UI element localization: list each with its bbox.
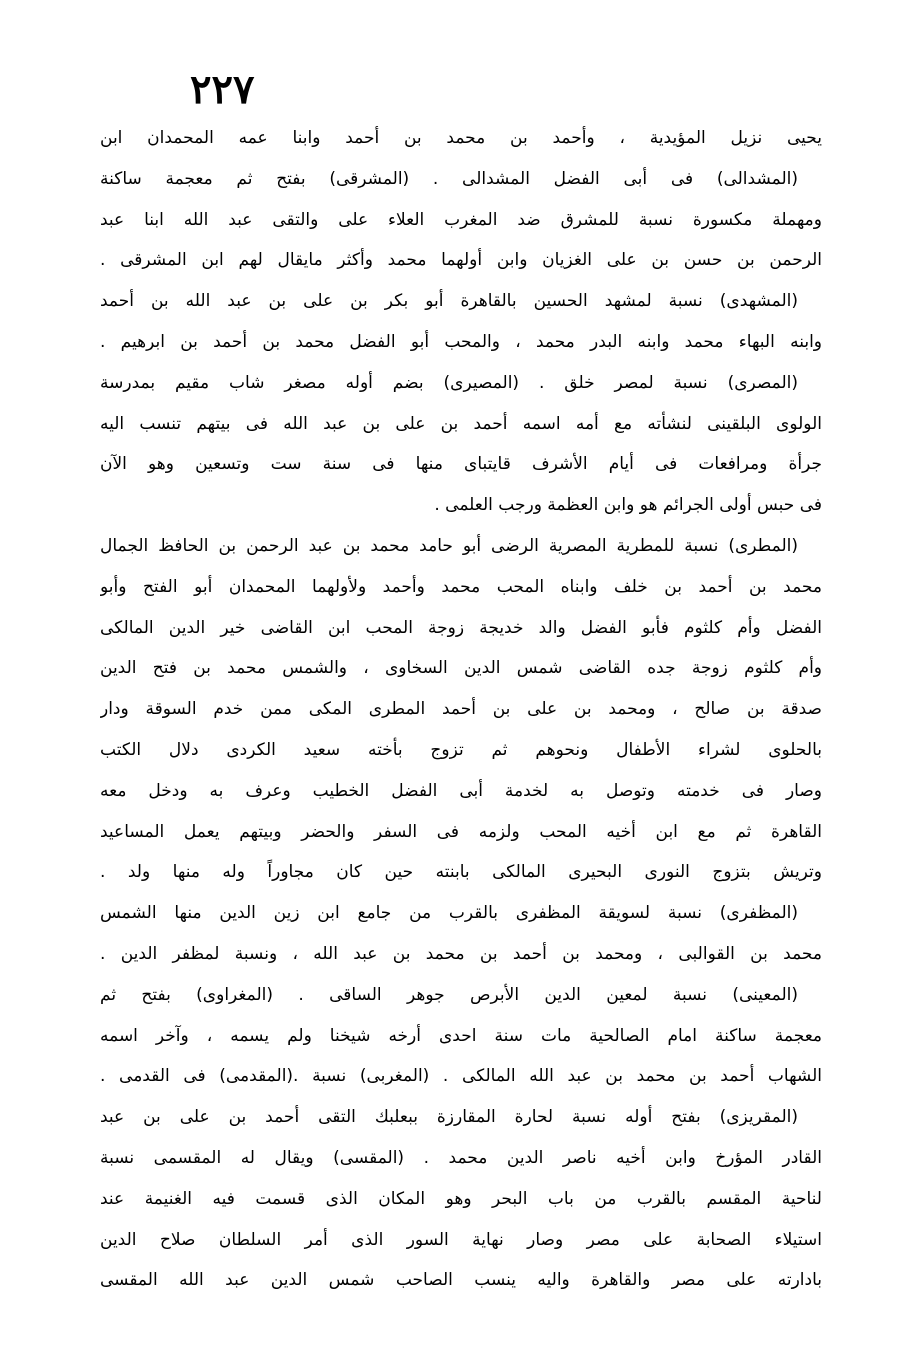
- text-line: الولوى البلقينى لنشأته مع أمه اسمه أحمد بن على بن عبد الله فى بيتهم تنسب اليه: [100, 413, 822, 434]
- text-line: القاهرة ثم مع ابن أخيه المحب ولزمه فى السفر والحضر وبيتهم يعمل المساعيد: [100, 821, 822, 842]
- page-number: ٢٢٧: [190, 66, 255, 113]
- text-line: (المشهدى) نسبة لمشهد الحسين بالقاهرة أبو بكر بن على بن عبد الله بن أحمد: [100, 291, 798, 312]
- text-line: (المصرى) نسبة لمصر خلق . (المصيرى) بضم أوله مصغر شاب مقيم بمدرسة: [100, 372, 798, 393]
- text-line: استيلاء الصحابة على مصر وصار نهاية السور الذى أمر السلطان صلاح الدين: [100, 1229, 822, 1250]
- text-line: وابنه البهاء محمد وابنه البدر محمد ، والمحب أبو الفضل محمد بن أحمد بن ابرهيم .: [100, 331, 822, 352]
- text-line: معجمة ساكنة امام الصالحية مات سنة احدى أرخه شيخنا ولم يسمه ، وآخر اسمه: [100, 1025, 822, 1046]
- text-line: (المشدالى) فى أبى الفضل المشدالى . (المشرقى) بفتح ثم معجمة ساكنة: [100, 168, 798, 189]
- text-line: (المقريزى) بفتح أوله نسبة لحارة المقارزة ببعلبك التقى أحمد بن على بن عبد: [100, 1107, 798, 1128]
- text-line: الفضل وأم كلثوم فأبو الفضل والد خديجة زوجة المحب ابن القاضى خير الدين المالكى: [100, 617, 822, 638]
- text-line: ومهملة مكسورة نسبة للمشرق ضد المغرب العلاء على والتقى عبد الله ابنا عبد: [100, 209, 822, 230]
- text-line: فى حبس أولى الجرائم هو وابن العظمة ورجب العلمى .: [434, 495, 822, 516]
- text-line: وتريش بتزوج النورى البحيرى المالكى بابنته حين كان مجاوراً وله منها ولد .: [100, 862, 822, 883]
- text-line: بادارته على مصر والقاهرة واليه ينسب الصاحب شمس الدين عبد الله المقسى: [100, 1270, 822, 1291]
- text-line: وصار فى خدمته وتوصل به لخدمة أبى الفضل الخطيب وعرف به ودخل معه: [100, 780, 822, 801]
- text-line: الرحمن بن حسن بن على الغزيان وابن أولهما محمد وأكثر مايقال لهم ابن المشرقى .: [100, 250, 822, 271]
- text-line: (المظفرى) نسبة لسويقة المظفرى بالقرب من جامع ابن زين الدين منها الشمس: [100, 903, 798, 924]
- text-body: [100, 118, 822, 1301]
- text-line: يحيى نزيل المؤيدية ، وأحمد بن محمد بن أحمد وابنا عمه المحمدان ابن: [100, 128, 822, 148]
- text-line: محمد بن أحمد بن خلف وابناه المحب محمد وأحمد ولأولهما المحمدان أبو الفتح وأبو: [100, 576, 822, 597]
- text-line: محمد بن القوالبى ، ومحمد بن أحمد بن محمد بن عبد الله ، ونسبة لمظفر الدين .: [100, 943, 822, 964]
- text-line: صدقة بن صالح ، ومحمد بن على بن أحمد المطرى المكى ممن خدم السوقة ودار: [100, 699, 822, 720]
- text-line: لناحية المقسم بالقرب من باب البحر وهو المكان الذى قسمت فيه الغنيمة عند: [100, 1188, 822, 1209]
- text-line: (المعينى) نسبة لمعين الدين الأبرص جوهر الساقى . (المغراوى) بفتح ثم: [100, 984, 798, 1005]
- text-line: (المطرى) نسبة للمطرية المصرية الرضى أبو حامد محمد بن عبد الرحمن بن الحافظ الجمال: [100, 535, 798, 556]
- text-line: القادر المؤرخ وابن أخيه ناصر الدين محمد . (المقسى) ويقال له المقسمى نسبة: [100, 1147, 822, 1168]
- text-line: وأم كلثوم زوجة جده القاضى شمس الدين السخاوى ، والشمس محمد بن فتح الدين: [100, 658, 822, 679]
- text-line: بالحلوى لشراء الأطفال ونحوهم ثم تزوج بأخته سعيد الكردى دلال الكتب: [100, 739, 822, 760]
- text-line: الشهاب أحمد بن محمد بن عبد الله المالكى . (المغربى) نسبة .(المقدمى) فى القدمى .: [100, 1066, 822, 1087]
- text-line: جرأة ومرافعات فى أيام الأشرف قايتباى منها فى سنة ست وتسعين وهو الآن: [100, 454, 822, 475]
